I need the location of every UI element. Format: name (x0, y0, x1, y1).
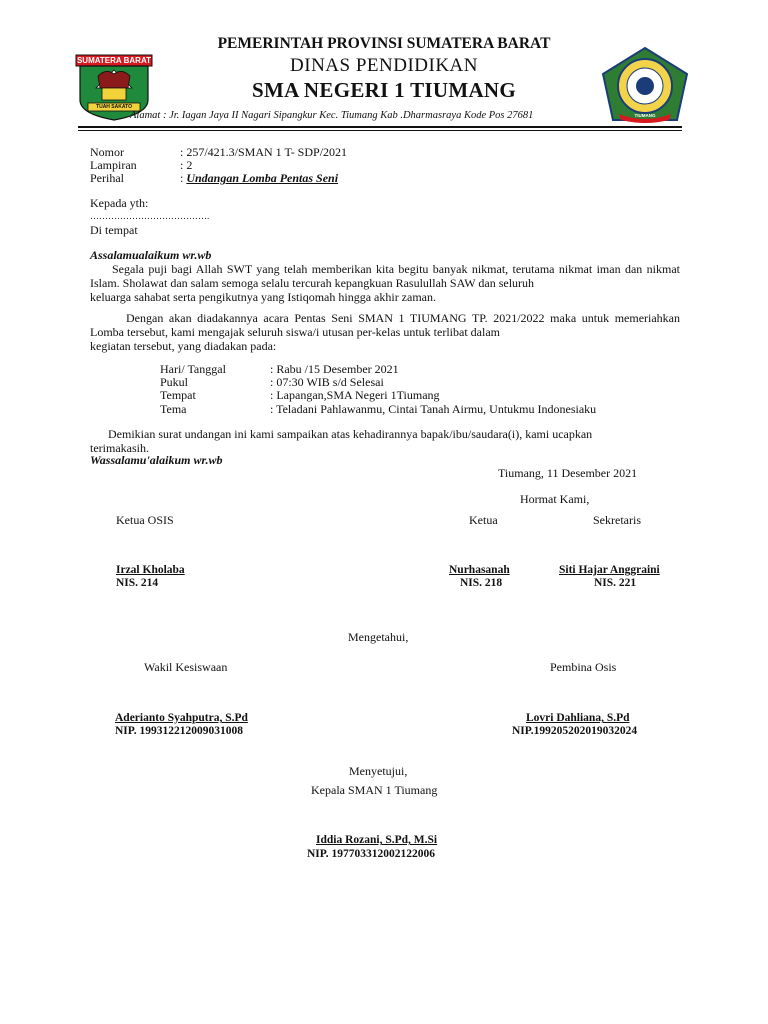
left-logo-motto-text: TUAH SAKATO (96, 104, 132, 110)
lampiran-label: Lampiran (90, 158, 137, 172)
lampiran-value: : 2 (180, 158, 193, 172)
letterhead-address: Alamat : Jr. Iagan Jaya II Nagari Sipangkur Kec. Tiumang Kab .Dharmasraya Kode Pos 27681 (130, 110, 534, 121)
detail-value: : 07:30 WIB s/d Selesai (270, 375, 384, 389)
letterhead-government: PEMERINTAH PROVINSI SUMATERA BARAT (217, 35, 551, 52)
nip-pembina-osis: NIP.199205202019032024 (512, 725, 638, 737)
paragraph-opening (90, 262, 680, 304)
title-kepala-sekolah: Kepala SMAN 1 Tiumang (311, 783, 438, 797)
nomor-label: Nomor (90, 145, 124, 159)
recipient-tempat: Di tempat (90, 223, 138, 237)
letterhead-rule-thick (78, 126, 682, 128)
left-logo-banner-text: SUMATERA BARAT (76, 56, 152, 65)
right-logo-ribbon-text: TIUMANG (634, 113, 656, 118)
detail-label: Tema (160, 402, 187, 416)
nis-sekretaris: NIS. 221 (594, 577, 637, 589)
menyetujui: Menyetujui, (349, 764, 408, 778)
title-ketua-osis: Ketua OSIS (116, 513, 174, 527)
name-ketua: Nurhasanah (449, 564, 510, 576)
title-wakil-kesiswaan: Wakil Kesiswaan (144, 660, 228, 674)
name-sekretaris: Siti Hajar Anggraini (559, 564, 660, 576)
detail-value: : Lapangan,SMA Negeri 1Tiumang (270, 388, 440, 402)
paragraph-opening-text: Segala puji bagi Allah SWT yang telah memberikan kita begitu banyak nikmat, terutama nikmat iman dan nikmat Islam. Sholawat dan salam semoga selalu tercurah kepangkuan Rasulullah SAW dan seluruh (90, 262, 680, 290)
mengetahui: Mengetahui, (348, 630, 409, 644)
letterhead-department: DINAS PENDIDIKAN (290, 55, 478, 76)
name-pembina-osis: Lovri Dahliana, S.Pd (526, 712, 630, 724)
nis-ketua-osis: NIS. 214 (116, 577, 159, 589)
title-sekretaris: Sekretaris (593, 513, 641, 527)
name-ketua-osis: Irzal Kholaba (116, 564, 185, 576)
letterhead-rule-thin (78, 130, 682, 131)
nomor-value: : 257/421.3/SMAN 1 T- SDP/2021 (180, 145, 348, 159)
paragraph-closing-text: Demikian surat undangan ini kami sampaikan atas kehadirannya bapak/ibu/saudara(i), kami ucapkan (108, 427, 593, 441)
detail-value: : Teladani Pahlawanmu, Cintai Tanah Airmu, Untukmu Indonesiaku (270, 402, 597, 416)
perihal-colon: : (180, 171, 187, 185)
paragraph-invitation (90, 311, 680, 353)
paragraph-closing (90, 427, 680, 455)
detail-label: Tempat (160, 388, 196, 402)
perihal-label: Perihal (90, 171, 124, 185)
recipient-kepada: Kepada yth: (90, 196, 149, 210)
perihal-line (180, 171, 338, 186)
hormat-kami: Hormat Kami, (520, 492, 590, 506)
detail-label: Pukul (160, 375, 189, 389)
paragraph-closing-last-line: terimakasih. (90, 441, 149, 455)
recipient-dots: …………………………………. (90, 211, 210, 221)
name-kepala-sekolah: Iddia Rozani, S.Pd, M.Si (316, 834, 438, 846)
detail-label: Hari/ Tanggal (160, 362, 226, 376)
place-date: Tiumang, 11 Desember 2021 (498, 466, 638, 480)
title-pembina-osis: Pembina Osis (550, 660, 617, 674)
nis-ketua: NIS. 218 (460, 577, 503, 589)
nip-kepala-sekolah: NIP. 197703312002122006 (307, 848, 435, 860)
paragraph-opening-last-line: keluarga sahabat serta pengikutnya yang Istiqomah hingga akhir zaman. (90, 290, 436, 304)
perihal-value: Undangan Lomba Pentas Seni (186, 171, 339, 185)
salam-penutup: Wassalamu'alaikum wr.wb (90, 453, 223, 467)
nip-wakil-kesiswaan: NIP. 199312212009031008 (115, 725, 243, 737)
greeting: Assalamualaikum wr.wb (90, 248, 212, 262)
name-wakil-kesiswaan: Aderianto Syahputra, S.Pd (115, 712, 248, 724)
letterhead-school-name: SMA NEGERI 1 TIUMANG (251, 78, 517, 102)
paragraph-invitation-text: Dengan akan diadakannya acara Pentas Seni SMAN 1 TIUMANG TP. 2021/2022 maka untuk memeriahkan Lomba tersebut, kami mengajak seluruh siswa/i utusan per-kelas untuk terlibat dalam (90, 311, 680, 339)
detail-value: : Rabu /15 Desember 2021 (270, 362, 399, 376)
title-ketua: Ketua (469, 513, 498, 527)
paragraph-invitation-last-line: kegiatan tersebut, yang diadakan pada: (90, 339, 277, 353)
